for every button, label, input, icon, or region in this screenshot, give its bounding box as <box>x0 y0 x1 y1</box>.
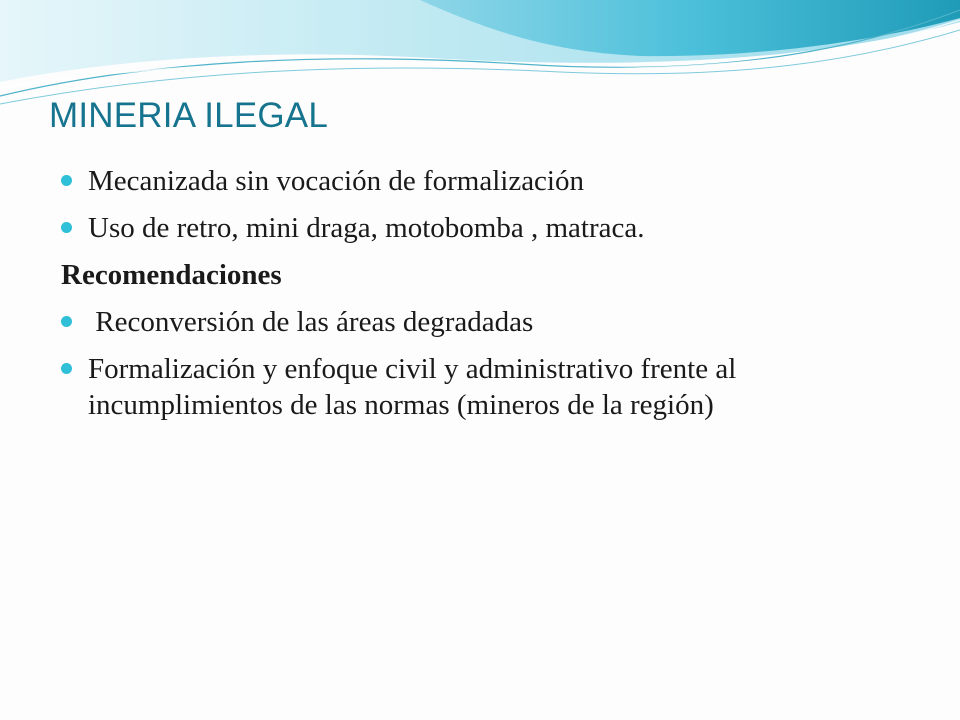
bullet-item <box>61 163 921 199</box>
bullet-item <box>61 351 921 423</box>
bullet-text: Formalización y enfoque civil y administrativo frente al incumplimientos de las normas (mineros de la región) <box>88 353 737 421</box>
bullet-icon <box>61 363 72 374</box>
bullet-icon <box>61 175 72 186</box>
bullet-icon <box>61 222 72 233</box>
bullet-item <box>61 304 921 340</box>
bullet-text: Uso de retro, mini draga, motobomba , matraca. <box>88 212 645 244</box>
bullet-item <box>61 210 921 246</box>
bullet-text: Reconversión de las áreas degradadas <box>88 306 534 338</box>
section-heading: Recomendaciones <box>61 259 282 291</box>
bullet-text: Mecanizada sin vocación de formalización <box>88 165 584 197</box>
bullet-icon <box>61 316 72 327</box>
slide-title: MINERIA ILEGAL <box>49 96 329 135</box>
slide-content <box>61 163 921 434</box>
